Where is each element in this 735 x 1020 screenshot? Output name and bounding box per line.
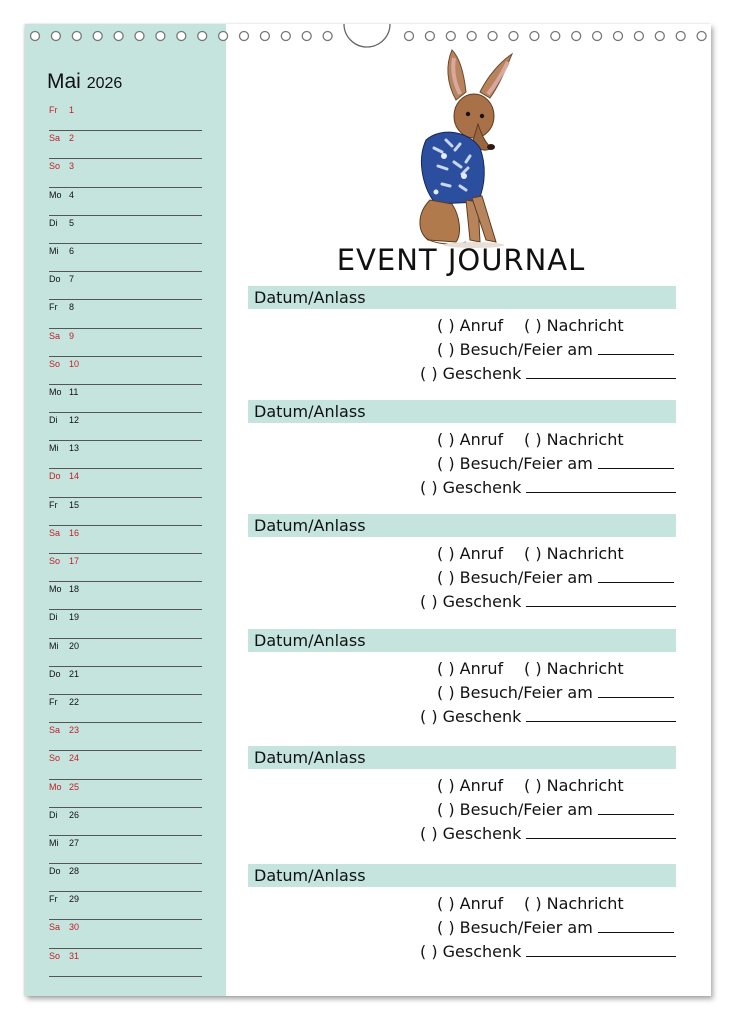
option-besuch xyxy=(437,454,674,473)
day-number: 23 xyxy=(69,725,80,736)
day-row xyxy=(49,272,202,300)
option-anruf-label: ( ) Anruf xyxy=(437,316,504,335)
day-number: 13 xyxy=(69,443,80,454)
day-row xyxy=(49,526,202,554)
entry-header: Datum/Anlass xyxy=(248,864,676,887)
day-number: 30 xyxy=(69,922,80,933)
option-nachricht xyxy=(524,776,624,795)
day-number: 19 xyxy=(69,612,80,623)
option-geschenk-blank-line xyxy=(526,478,676,493)
option-anruf xyxy=(437,894,503,913)
option-anruf-label: ( ) Anruf xyxy=(437,430,504,449)
day-row xyxy=(49,413,202,441)
day-row xyxy=(49,441,202,469)
option-nachricht-label: ( ) Nachricht xyxy=(524,430,624,449)
day-row xyxy=(49,836,202,864)
day-weekday: Mo xyxy=(49,189,62,200)
day-row xyxy=(49,751,202,779)
day-number: 22 xyxy=(69,696,80,707)
entry-header: Datum/Anlass xyxy=(248,286,676,309)
journal-title: EVENT JOURNAL xyxy=(336,243,586,277)
day-weekday: Mi xyxy=(49,837,59,848)
option-geschenk xyxy=(420,364,676,383)
option-besuch-blank-line xyxy=(598,918,674,933)
journal-entry xyxy=(248,286,676,386)
option-besuch xyxy=(437,683,674,702)
option-anruf xyxy=(437,659,503,678)
option-besuch xyxy=(437,918,674,937)
day-row xyxy=(49,300,202,328)
option-besuch-label: ( ) Besuch/Feier am xyxy=(437,800,593,819)
option-nachricht-label: ( ) Nachricht xyxy=(524,894,624,913)
day-row xyxy=(49,357,202,385)
day-number: 31 xyxy=(69,950,80,961)
day-number: 25 xyxy=(69,781,80,792)
journal-entry xyxy=(248,400,676,500)
day-weekday: Do xyxy=(49,866,61,877)
day-number: 4 xyxy=(69,189,75,200)
option-geschenk-blank-line xyxy=(526,592,676,607)
entry-header: Datum/Anlass xyxy=(248,514,676,537)
journal-area xyxy=(226,24,711,996)
option-anruf-label: ( ) Anruf xyxy=(437,659,504,678)
day-weekday: Mi xyxy=(49,443,59,454)
option-anruf xyxy=(437,776,503,795)
option-anruf-label: ( ) Anruf xyxy=(437,894,504,913)
option-besuch-blank-line xyxy=(598,340,674,355)
day-row xyxy=(49,639,202,667)
option-anruf xyxy=(437,544,503,563)
month-name: Mai xyxy=(47,70,81,93)
option-anruf-label: ( ) Anruf xyxy=(437,544,504,563)
day-weekday: Fr xyxy=(49,696,58,707)
day-weekday: Do xyxy=(49,668,61,679)
day-weekday: Do xyxy=(49,471,61,482)
day-weekday: Mo xyxy=(49,386,62,397)
day-row xyxy=(49,892,202,920)
option-geschenk-blank-line xyxy=(526,942,676,957)
option-besuch-label: ( ) Besuch/Feier am xyxy=(437,340,593,359)
day-weekday: Mo xyxy=(49,781,62,792)
day-row xyxy=(49,780,202,808)
option-nachricht xyxy=(524,894,624,913)
day-number: 5 xyxy=(69,217,75,228)
day-number: 16 xyxy=(69,527,80,538)
day-number: 29 xyxy=(69,894,80,905)
day-weekday: So xyxy=(49,556,61,566)
day-weekday: Do xyxy=(49,274,61,285)
day-weekday: So xyxy=(49,950,61,961)
option-geschenk xyxy=(420,478,676,497)
day-row xyxy=(49,385,202,413)
option-geschenk-blank-line xyxy=(526,824,676,839)
day-weekday: Sa xyxy=(49,922,61,933)
option-besuch-blank-line xyxy=(598,568,674,583)
option-besuch xyxy=(437,568,674,587)
month-sidebar xyxy=(25,24,226,996)
day-weekday: So xyxy=(49,753,61,764)
journal-entry xyxy=(248,864,676,964)
option-besuch-label: ( ) Besuch/Feier am xyxy=(437,683,593,702)
option-geschenk-label: ( ) Geschenk xyxy=(420,707,522,726)
day-list xyxy=(49,103,202,977)
day-row xyxy=(49,949,202,977)
day-weekday: Fr xyxy=(49,894,58,905)
option-anruf xyxy=(437,430,503,449)
option-besuch-blank-line xyxy=(598,683,674,698)
option-geschenk-label: ( ) Geschenk xyxy=(420,942,522,961)
day-weekday: So xyxy=(49,358,61,369)
day-number: 10 xyxy=(69,358,80,369)
journal-entry xyxy=(248,514,676,614)
day-number: 15 xyxy=(69,499,80,510)
day-number: 9 xyxy=(69,330,75,341)
day-number: 17 xyxy=(69,556,80,566)
day-row xyxy=(49,131,202,159)
day-weekday: Fr xyxy=(49,302,58,313)
option-besuch-blank-line xyxy=(598,800,674,815)
option-besuch-label: ( ) Besuch/Feier am xyxy=(437,454,593,473)
dog-illustration xyxy=(374,44,524,248)
option-besuch xyxy=(437,800,674,819)
option-nachricht-label: ( ) Nachricht xyxy=(524,544,624,563)
day-number: 20 xyxy=(69,640,80,651)
day-number: 6 xyxy=(69,245,75,256)
calendar-page xyxy=(25,24,711,996)
day-number: 3 xyxy=(69,161,75,172)
day-number: 24 xyxy=(69,753,80,764)
option-geschenk-label: ( ) Geschenk xyxy=(420,364,522,383)
option-nachricht-label: ( ) Nachricht xyxy=(524,776,624,795)
day-weekday: Sa xyxy=(49,330,61,341)
option-geschenk xyxy=(420,707,676,726)
day-weekday: Di xyxy=(49,612,58,623)
option-anruf xyxy=(437,316,503,335)
day-row xyxy=(49,329,202,357)
day-row xyxy=(49,610,202,638)
day-number: 1 xyxy=(69,105,75,115)
option-nachricht-label: ( ) Nachricht xyxy=(524,659,624,678)
day-row xyxy=(49,723,202,751)
day-number: 14 xyxy=(69,471,80,482)
day-row xyxy=(49,188,202,216)
day-number: 18 xyxy=(69,584,80,595)
day-number: 12 xyxy=(69,415,80,426)
day-weekday: So xyxy=(49,161,61,172)
journal-entry xyxy=(248,746,676,846)
day-row xyxy=(49,469,202,497)
day-weekday: Fr xyxy=(49,105,58,115)
option-besuch-label: ( ) Besuch/Feier am xyxy=(437,918,593,937)
day-row xyxy=(49,667,202,695)
option-geschenk xyxy=(420,942,676,961)
option-geschenk xyxy=(420,592,676,611)
day-number: 26 xyxy=(69,809,80,820)
option-besuch-label: ( ) Besuch/Feier am xyxy=(437,568,593,587)
option-nachricht xyxy=(524,544,624,563)
option-geschenk-blank-line xyxy=(526,707,676,722)
day-weekday: Mo xyxy=(49,584,62,595)
day-number: 2 xyxy=(69,133,75,144)
day-number: 7 xyxy=(69,274,75,285)
journal-entry xyxy=(248,629,676,729)
day-row xyxy=(49,159,202,187)
day-number: 28 xyxy=(69,866,80,877)
entry-header: Datum/Anlass xyxy=(248,746,676,769)
day-weekday: Di xyxy=(49,809,58,820)
day-row xyxy=(49,808,202,836)
day-weekday: Di xyxy=(49,415,58,426)
day-row xyxy=(49,554,202,582)
day-row xyxy=(49,216,202,244)
option-geschenk-blank-line xyxy=(526,364,676,379)
month-year: 2026 xyxy=(86,75,123,92)
entry-header: Datum/Anlass xyxy=(248,629,676,652)
day-row xyxy=(49,920,202,948)
day-weekday: Fr xyxy=(49,499,58,510)
option-nachricht-label: ( ) Nachricht xyxy=(524,316,624,335)
day-number: 21 xyxy=(69,668,80,679)
option-geschenk-label: ( ) Geschenk xyxy=(420,592,522,611)
day-weekday: Sa xyxy=(49,725,61,736)
day-number: 27 xyxy=(69,837,80,848)
day-row xyxy=(49,103,202,131)
day-row xyxy=(49,582,202,610)
option-geschenk-label: ( ) Geschenk xyxy=(420,478,522,497)
day-weekday: Mi xyxy=(49,640,59,651)
month-title xyxy=(47,70,122,94)
option-besuch xyxy=(437,340,674,359)
day-row xyxy=(49,244,202,272)
day-row xyxy=(49,498,202,526)
day-weekday: Sa xyxy=(49,133,61,144)
day-number: 11 xyxy=(69,386,79,397)
day-row xyxy=(49,695,202,723)
option-besuch-blank-line xyxy=(598,454,674,469)
day-number: 8 xyxy=(69,302,75,313)
option-nachricht xyxy=(524,430,624,449)
day-row xyxy=(49,864,202,892)
day-weekday: Di xyxy=(49,217,58,228)
entry-header: Datum/Anlass xyxy=(248,400,676,423)
day-weekday: Sa xyxy=(49,527,61,538)
option-geschenk-label: ( ) Geschenk xyxy=(420,824,522,843)
option-nachricht xyxy=(524,316,624,335)
option-nachricht xyxy=(524,659,624,678)
option-anruf-label: ( ) Anruf xyxy=(437,776,504,795)
option-geschenk xyxy=(420,824,676,843)
day-weekday: Mi xyxy=(49,245,59,256)
